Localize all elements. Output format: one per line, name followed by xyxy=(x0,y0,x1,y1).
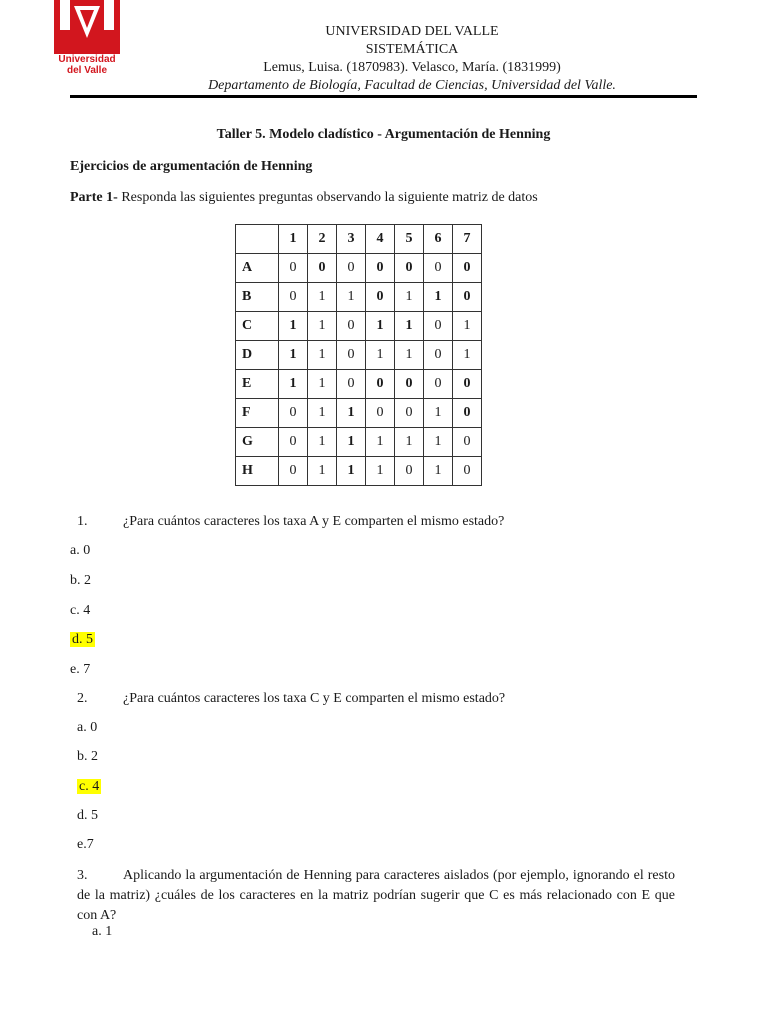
matrix-cell: 1 xyxy=(366,312,395,341)
matrix-taxon-label: F xyxy=(236,399,279,428)
matrix-cell: 0 xyxy=(453,283,482,312)
header-divider xyxy=(70,95,697,98)
matrix-row xyxy=(236,428,482,457)
header-course: SISTEMÁTICA xyxy=(365,42,459,57)
parte-label: Parte 1- xyxy=(70,190,118,205)
parte-text: Responda las siguientes preguntas observando la siguiente matriz de datos xyxy=(121,190,538,205)
matrix-cell: 0 xyxy=(279,254,308,283)
header-department: Departamento de Biología, Facultad de Ciencias, Universidad del Valle. xyxy=(208,78,616,93)
matrix-cell: 1 xyxy=(337,428,366,457)
matrix-column-header: 5 xyxy=(395,225,424,254)
logo-line-1: Universidad xyxy=(58,54,116,65)
question-number: 1. xyxy=(77,514,88,529)
matrix-taxon-label: A xyxy=(236,254,279,283)
q2-option-a: a. 0 xyxy=(77,720,98,735)
matrix-corner-cell xyxy=(236,225,279,254)
logo-text xyxy=(54,54,120,76)
matrix-cell: 1 xyxy=(366,428,395,457)
matrix-taxon-label: H xyxy=(236,457,279,486)
matrix-cell: 1 xyxy=(337,457,366,486)
q1-option-b: b. 2 xyxy=(70,573,91,588)
question-number: 2. xyxy=(77,691,88,706)
header-university: UNIVERSIDAD DEL VALLE xyxy=(325,24,499,39)
university-logo xyxy=(54,0,120,84)
matrix-cell: 1 xyxy=(308,341,337,370)
highlighted-answer: c. 4 xyxy=(79,779,100,794)
matrix-cell: 0 xyxy=(453,399,482,428)
matrix-cell: 1 xyxy=(308,283,337,312)
question-number: 3. xyxy=(77,868,88,883)
matrix-cell: 0 xyxy=(366,399,395,428)
matrix-cell: 0 xyxy=(395,370,424,399)
section-subtitle: Ejercicios de argumentación de Henning xyxy=(70,159,313,174)
matrix-taxon-label: E xyxy=(236,370,279,399)
matrix-cell: 1 xyxy=(366,341,395,370)
matrix-cell: 0 xyxy=(395,457,424,486)
matrix-cell: 1 xyxy=(279,370,308,399)
matrix-cell: 0 xyxy=(424,370,453,399)
matrix-cell: 1 xyxy=(366,457,395,486)
matrix-cell: 1 xyxy=(395,283,424,312)
matrix-cell: 1 xyxy=(308,428,337,457)
matrix-cell: 0 xyxy=(337,370,366,399)
header-authors: Lemus, Luisa. (1870983). Velasco, María. (1831999) xyxy=(263,60,561,75)
question-text: ¿Para cuántos caracteres los taxa A y E comparten el mismo estado? xyxy=(123,514,505,529)
matrix-column-header: 1 xyxy=(279,225,308,254)
matrix-cell: 0 xyxy=(453,254,482,283)
matrix-cell: 1 xyxy=(279,341,308,370)
q1-option-d xyxy=(70,632,95,648)
matrix-cell: 0 xyxy=(453,370,482,399)
matrix-cell: 0 xyxy=(366,370,395,399)
matrix-row xyxy=(236,370,482,399)
q3-option-a: a. 1 xyxy=(92,924,113,939)
matrix-cell: 0 xyxy=(395,399,424,428)
q1-option-c: c. 4 xyxy=(70,603,91,618)
logo-shield-icon xyxy=(54,0,120,54)
matrix-cell: 1 xyxy=(424,428,453,457)
question-3 xyxy=(77,866,675,926)
question-1 xyxy=(77,514,504,530)
matrix-cell: 1 xyxy=(337,283,366,312)
matrix-cell: 1 xyxy=(424,399,453,428)
matrix-taxon-label: C xyxy=(236,312,279,341)
matrix-cell: 0 xyxy=(366,283,395,312)
matrix-row xyxy=(236,283,482,312)
logo-line-2: del Valle xyxy=(66,65,108,76)
matrix-cell: 1 xyxy=(424,283,453,312)
matrix-cell: 1 xyxy=(395,312,424,341)
q2-option-c xyxy=(77,779,101,795)
q1-option-e: e. 7 xyxy=(70,662,91,677)
matrix-taxon-label: B xyxy=(236,283,279,312)
matrix-column-header: 6 xyxy=(424,225,453,254)
matrix-cell: 0 xyxy=(395,254,424,283)
matrix-taxon-label: D xyxy=(236,341,279,370)
matrix-row xyxy=(236,341,482,370)
matrix-cell: 0 xyxy=(279,457,308,486)
character-matrix xyxy=(235,224,482,486)
parte-instruction xyxy=(70,190,538,206)
matrix-cell: 1 xyxy=(279,312,308,341)
matrix-row xyxy=(236,457,482,486)
document-title: Taller 5. Modelo cladístico - Argumentación de Henning xyxy=(216,127,551,142)
matrix-cell: 0 xyxy=(424,341,453,370)
matrix-cell: 0 xyxy=(308,254,337,283)
matrix-column-header: 3 xyxy=(337,225,366,254)
matrix-cell: 1 xyxy=(424,457,453,486)
matrix-row xyxy=(236,399,482,428)
matrix-cell: 0 xyxy=(453,428,482,457)
matrix-cell: 0 xyxy=(279,399,308,428)
matrix-cell: 1 xyxy=(308,370,337,399)
q2-option-e: e.7 xyxy=(77,837,94,852)
q2-option-b: b. 2 xyxy=(77,749,98,764)
matrix-header-row xyxy=(236,225,482,254)
matrix-column-header: 2 xyxy=(308,225,337,254)
matrix-cell: 0 xyxy=(279,428,308,457)
matrix-column-header: 7 xyxy=(453,225,482,254)
matrix-cell: 1 xyxy=(395,341,424,370)
matrix-cell: 0 xyxy=(337,341,366,370)
matrix-cell: 1 xyxy=(308,312,337,341)
matrix-row xyxy=(236,254,482,283)
matrix-cell: 0 xyxy=(453,457,482,486)
q2-option-d: d. 5 xyxy=(77,808,98,823)
matrix-cell: 1 xyxy=(308,457,337,486)
matrix-cell: 0 xyxy=(337,312,366,341)
question-text: ¿Para cuántos caracteres los taxa C y E comparten el mismo estado? xyxy=(123,691,506,706)
matrix-cell: 0 xyxy=(424,254,453,283)
matrix-cell: 1 xyxy=(308,399,337,428)
question-2 xyxy=(77,691,505,707)
matrix-cell: 0 xyxy=(279,283,308,312)
matrix-cell: 1 xyxy=(395,428,424,457)
matrix-taxon-label: G xyxy=(236,428,279,457)
question-text: Aplicando la argumentación de Henning para caracteres aislados (por ejemplo, ignorando el resto de la matriz) ¿cuáles de los caracteres en la matriz podrían sugerir que C es más relacionado con E que con A? xyxy=(77,868,675,923)
matrix-cell: 1 xyxy=(337,399,366,428)
matrix-cell: 0 xyxy=(424,312,453,341)
matrix-cell: 0 xyxy=(366,254,395,283)
matrix-cell: 1 xyxy=(453,341,482,370)
highlighted-answer: d. 5 xyxy=(72,632,93,647)
matrix-row xyxy=(236,312,482,341)
matrix-cell: 1 xyxy=(453,312,482,341)
matrix-cell: 0 xyxy=(337,254,366,283)
matrix-column-header: 4 xyxy=(366,225,395,254)
q1-option-a: a. 0 xyxy=(70,543,91,558)
